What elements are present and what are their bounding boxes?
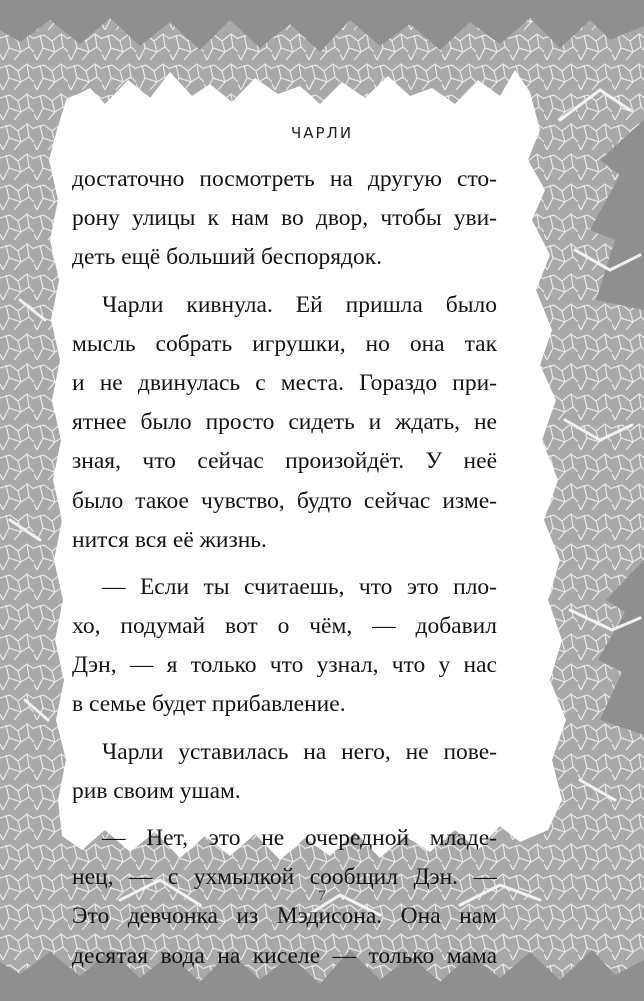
text-line: мысль собрать игрушки, но она так	[72, 330, 497, 357]
text-line: хо, подумай вот о чём, — добавил	[72, 613, 497, 640]
text-line: достаточно посмотреть на другую сто-	[72, 166, 497, 192]
text-line: в семье будет прибавление.	[72, 691, 346, 718]
text-line: рону улицы к нам во двор, чтобы уви-	[72, 205, 497, 232]
text-line: зная, что сейчас произойдёт. У неё	[72, 448, 497, 475]
text-line: Чарли уставилась на него, не пове-	[102, 738, 497, 765]
text-line: было такое чувство, будто сейчас изме-	[72, 487, 497, 514]
text-line: Это девчонка из Мэдисона. Она нам	[72, 903, 497, 930]
text-line: рив своим ушам.	[72, 777, 241, 804]
text-line: и не двинулась с места. Гораздо при-	[72, 369, 497, 396]
paragraph	[72, 160, 497, 278]
text-line: — Если ты считаешь, что это пло-	[102, 573, 497, 600]
page-number: 7	[318, 888, 326, 904]
text-line: Дэн, — я только что узнал, что у нас	[72, 652, 497, 679]
text-line: нец, — с ухмылкой сообщил Дэн. —	[72, 864, 497, 891]
running-header: ЧАРЛИ	[290, 124, 354, 142]
paragraph	[72, 568, 497, 725]
paragraph	[72, 733, 497, 811]
paragraph	[72, 286, 497, 560]
text-line: ятнее было просто сидеть и ждать, не	[72, 409, 497, 436]
text-line: нится вся её жизнь.	[72, 526, 267, 553]
text-line: — Нет, это не очередной младе-	[102, 825, 497, 851]
text-line: десятая вода на киселе — только мама	[72, 942, 497, 969]
text-line: Чарли кивнула. Ей пришла было	[102, 291, 497, 318]
body-text	[72, 160, 497, 976]
text-line: деть ещё больший беспорядок.	[72, 244, 383, 271]
